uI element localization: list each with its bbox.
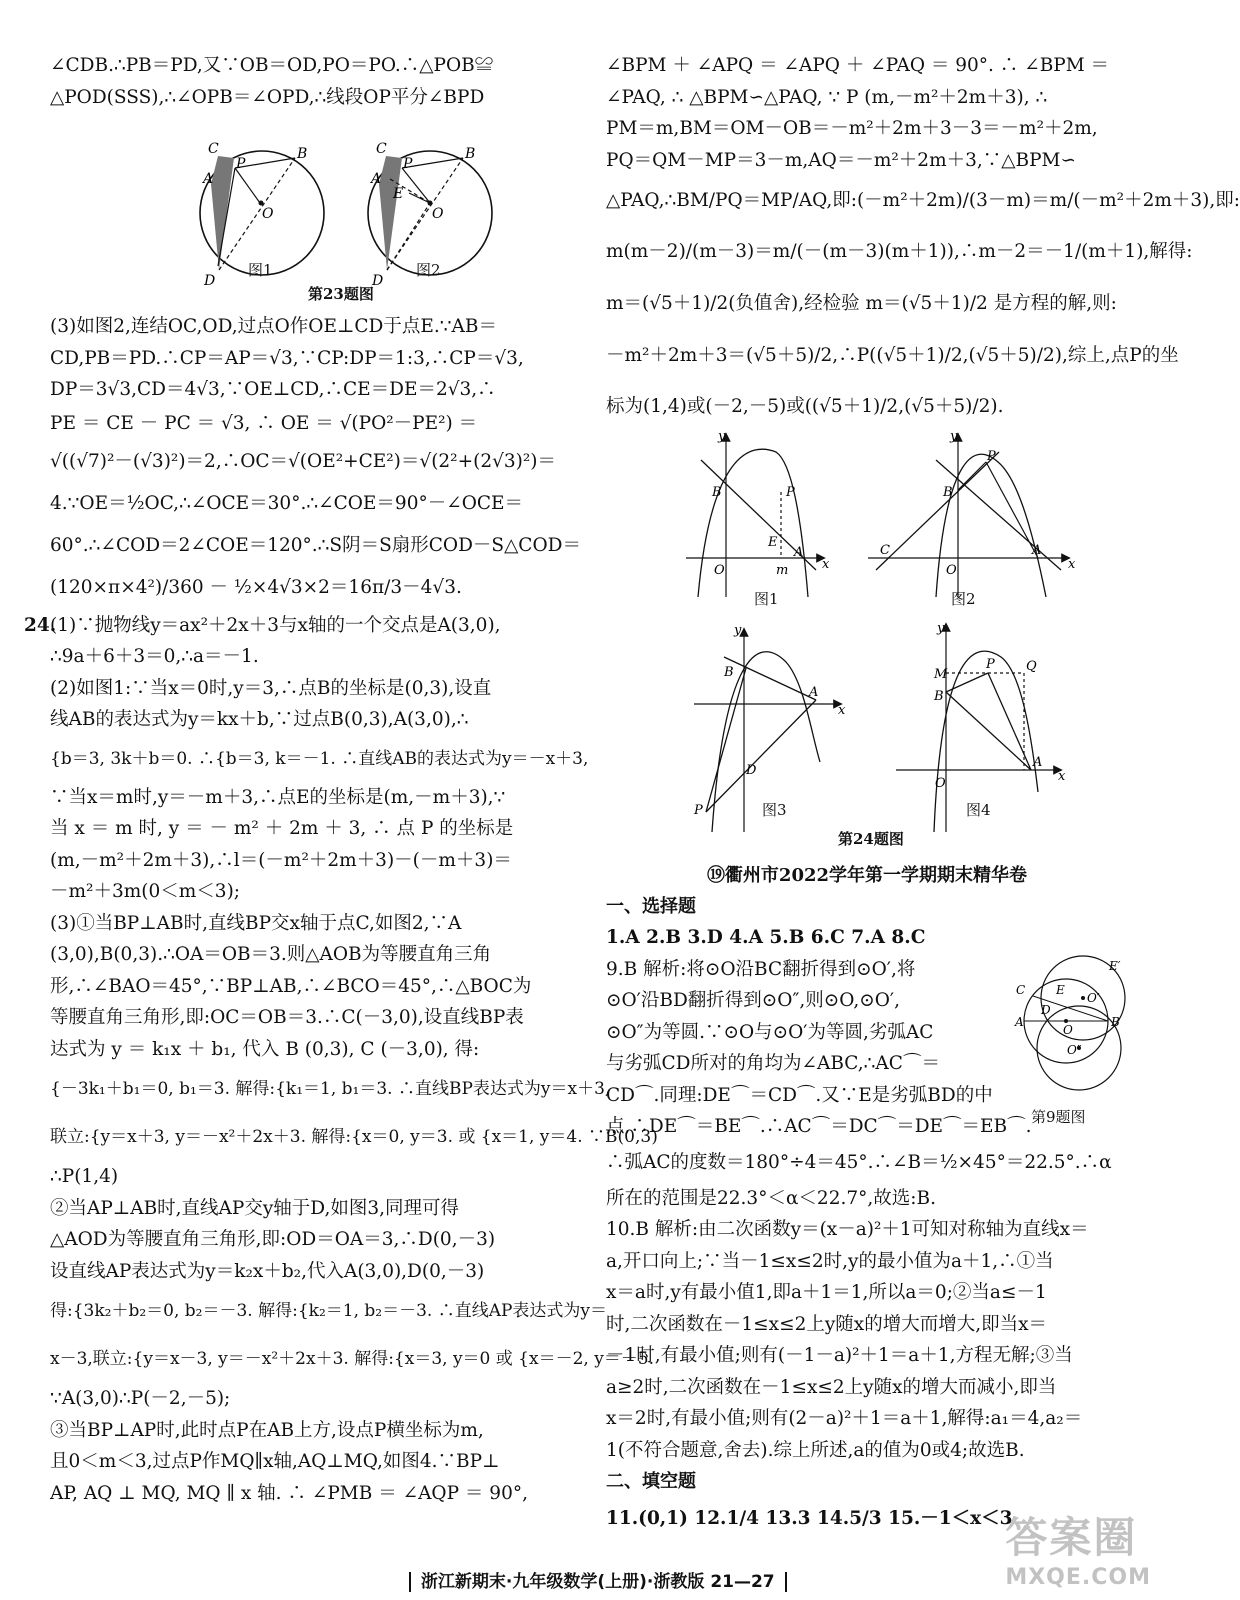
svg-text:A: A <box>203 171 214 187</box>
svg-text:E: E <box>1056 982 1065 997</box>
page-number: 21—27 <box>710 1572 775 1592</box>
text-line: －1时,有最小值;则有(－1－a)²＋1＝a＋1,方程无解;③当 <box>606 1345 1073 1366</box>
text-line: 10.B 解析:由二次函数y＝(x－a)²＋1可知对称轴为直线x＝ <box>606 1219 1089 1240</box>
text-line: (2)如图1:∵当x＝0时,y＝3,∴点B的坐标是(0,3),设直 <box>50 677 492 699</box>
fig24-diagram-1 <box>686 429 830 597</box>
text-line: ∴9a＋6＋3＝0,∴a＝－1. <box>50 646 259 667</box>
svg-text:P: P <box>986 657 995 672</box>
fig23-label-1: 图1 <box>248 261 273 279</box>
text-line: 达式为 y ＝ k₁x ＋ b₁, 代入 B (0,3), C (－3,0), 得: <box>50 1038 480 1060</box>
svg-text:A: A <box>1015 1014 1024 1029</box>
text-line: {－3k₁＋b₁＝0, b₁＝3. 解得:{k₁＝1, b₁＝3. ∴直线BP表达式为y＝x＋3, <box>50 1079 611 1099</box>
text-line: (120×π×4²)/360 － ½×4√3×2＝16π/3－4√3. <box>50 576 462 598</box>
text-line: ∠PAQ, ∴ △BPM∽△PAQ, ∵ P (m,－m²＋2m＋3), ∴ <box>606 86 1048 108</box>
text-line: 且0＜m＜3,过点P作MQ∥x轴,AQ⊥MQ,如图4.∵BP⊥ <box>50 1451 500 1472</box>
text-line: PM＝m,BM＝OM－OB＝－m²＋2m＋3－3＝－m²＋2m, <box>606 118 1098 139</box>
svg-text:y: y <box>718 429 726 444</box>
svg-text:B: B <box>712 485 722 500</box>
svg-text:B: B <box>1111 1014 1120 1029</box>
svg-text:B: B <box>465 146 476 162</box>
svg-text:O: O <box>432 206 444 222</box>
svg-text:C: C <box>208 141 219 157</box>
text-line: ∠BPM ＋ ∠APQ ＝ ∠APQ ＋ ∠PAQ ＝ 90°. ∴ ∠BPM ＝ <box>606 55 1110 76</box>
section-fill-title: 二、填空题 <box>606 1471 696 1492</box>
svg-text:P: P <box>403 156 413 172</box>
footer-bar <box>409 1572 411 1592</box>
svg-text:P: P <box>236 156 246 172</box>
text-line: △POD(SSS),∴∠OPB＝∠OPD,∴线段OP平分∠BPD <box>50 86 485 108</box>
page-footer <box>405 1567 791 1592</box>
svg-text:O: O <box>935 776 946 791</box>
svg-text:A: A <box>1033 755 1043 770</box>
svg-text:C: C <box>376 141 387 157</box>
text-line: 时,二次函数在－1≤x≤2上y随x的增大而增大,即当x＝ <box>606 1313 1048 1335</box>
svg-text:B: B <box>934 689 944 704</box>
fill-answers: 11.(0,1) 12.1/4 13.3 14.5/3 15.－1＜x＜3 <box>606 1508 1013 1529</box>
svg-text:O: O <box>946 563 957 578</box>
fig24-label-4: 图4 <box>966 801 991 819</box>
question-9 <box>606 954 1128 1215</box>
text-line: ⊙O′沿BD翻折得到⊙O″,则⊙O,⊙O′, <box>606 990 900 1011</box>
text-line: √((√7)²－(√3)²)＝2,∴OC＝√(OE²+CE²)＝√(2²+(2√3)²)＝ <box>50 450 556 472</box>
svg-text:P: P <box>694 803 703 818</box>
svg-text:O: O <box>1063 1022 1073 1037</box>
svg-text:D: D <box>1041 1002 1051 1017</box>
svg-text:D: D <box>372 273 384 289</box>
text-line: {b＝3, 3k＋b＝0. ∴{b＝3, k＝－1. ∴直线AB的表达式为y＝－x＋3, <box>50 748 589 769</box>
text-line: －m²＋3m(0＜m＜3); <box>50 881 241 902</box>
svg-text:B: B <box>724 665 734 680</box>
fig9-diagram <box>1011 956 1131 1101</box>
section-choice-title: 一、选择题 <box>606 896 696 917</box>
svg-text:A: A <box>371 171 382 187</box>
watermark <box>1005 1505 1151 1590</box>
svg-text:E: E <box>393 186 404 202</box>
figure-23 <box>50 113 550 311</box>
figure-24-diagrams <box>606 429 1128 860</box>
fig24-caption: 第24题图 <box>838 830 904 848</box>
svg-text:Q: Q <box>1026 659 1037 674</box>
text-line: 60°.∴∠COD＝2∠COE＝120°.∴S阴＝S扇形COD－S△COD＝ <box>50 534 581 556</box>
text-line: x－3,联立:{y＝x－3, y＝－x²＋2x＋3. 解得:{x＝3, y＝0 或 {x＝－2, y＝－5. <box>50 1349 655 1369</box>
text-line: m＝(√5＋1)/2(负值舍),经检验 m＝(√5＋1)/2 是方程的解,则: <box>606 293 1117 314</box>
text-line: －m²＋2m＋3＝(√5＋5)/2,∴P((√5＋1)/2,(√5＋5)/2),综上,点P的坐 <box>606 345 1179 366</box>
text-line: 所在的范围是22.3°＜α＜22.7°,故选:B. <box>606 1187 936 1209</box>
text-line: 联立:{y＝x＋3, y＝－x²＋2x＋3. 解得:{x＝0, y＝3. 或 {x＝1, y＝4. ∵B(0,3) <box>50 1127 658 1147</box>
text-line: 等腰直角三角形,即:OC＝OB＝3.∴C(－3,0),设直线BP表 <box>50 1007 524 1028</box>
svg-text:x: x <box>838 703 846 718</box>
text-line: (3)如图2,连结OC,OD,过点O作OE⊥CD于点E.∵AB＝ <box>50 316 497 337</box>
fig9-caption: 第9题图 <box>1031 1107 1086 1126</box>
text-line: ⊙O″为等圆.∵⊙O与⊙O′为等圆,劣弧AC <box>606 1021 934 1043</box>
svg-text:x: x <box>1058 769 1066 784</box>
text-line: ∴弧AC的度数＝180°÷4＝45°.∴∠B＝½×45°＝22.5°.∴α <box>606 1151 1112 1173</box>
text-line: ∠CDB.∴PB＝PD,又∵OB＝OD,PO＝PO.∴△POB≌ <box>50 55 494 76</box>
text-line: 标为(1,4)或(－2,－5)或((√5＋1)/2,(√5＋5)/2). <box>606 396 1004 417</box>
svg-text:B: B <box>943 485 953 500</box>
text-line: 当 x ＝ m 时, y ＝ － m² ＋ 2m ＋ 3, ∴ 点 P 的坐标是 <box>50 818 514 839</box>
footer-bar <box>785 1572 787 1592</box>
footer-title: 浙江新期末·九年级数学(上册)·浙教版 <box>420 1572 705 1592</box>
text-line: m(m－2)/(m－3)＝m/(－(m－3)(m＋1)),∴m－2＝－1/(m＋1),解得: <box>606 241 1193 262</box>
svg-text:E′: E′ <box>1109 958 1121 973</box>
text-line: (3)①当BP⊥AB时,直线BP交x轴于点C,如图2,∵A <box>50 912 462 934</box>
svg-text:D: D <box>746 763 757 778</box>
watermark-en: MXQE.COM <box>1005 1565 1151 1590</box>
svg-text:A: A <box>794 545 804 560</box>
text-line: DP＝3√3,CD＝4√3,∵OE⊥CD,∴CE＝DE＝2√3,∴ <box>50 379 496 400</box>
svg-text:A: A <box>1032 543 1042 558</box>
svg-text:E: E <box>768 535 778 550</box>
text-line: ③当BP⊥AP时,此时点P在AB上方,设点P横坐标为m, <box>50 1419 484 1441</box>
text-line: 4.∵OE＝½OC,∴∠OCE＝30°.∴∠COE＝90°－∠OCE＝ <box>50 492 524 514</box>
text-line: 1(不符合题意,舍去).综上所述,a的值为0或4;故选B. <box>606 1439 1025 1461</box>
svg-text:x: x <box>1068 557 1076 572</box>
figure-23-diagrams <box>50 113 550 288</box>
text-line: a,开口向上;∵当－1≤x≤2时,y的最小值为a＋1,∴①当 <box>606 1250 1054 1272</box>
svg-text:C: C <box>1016 982 1026 997</box>
text-line: x＝2时,有最小值;则有(2－a)²＋1＝a＋1,解得:a₁＝4,a₂＝ <box>606 1408 1083 1429</box>
svg-text:y: y <box>937 621 945 636</box>
text-line: 形,∴∠BAO＝45°,∵BP⊥AB,∴∠BCO＝45°,∴△BOC为 <box>50 975 532 997</box>
svg-text:D: D <box>204 273 216 289</box>
text-line: ②当AP⊥AB时,直线AP交y轴于D,如图3,同理可得 <box>50 1197 460 1219</box>
text-line: ∵当x＝m时,y＝－m＋3,∴点E的坐标是(m,－m＋3),∵ <box>50 786 506 808</box>
text-line: PQ＝QM－MP＝3－m,AQ＝－m²＋2m＋3,∵△BPM∽ <box>606 149 1076 171</box>
choice-answers: 1.A 2.B 3.D 4.A 5.B 6.C 7.A 8.C <box>606 927 926 948</box>
text-line: ∵A(3,0)∴P(－2,－5); <box>50 1388 231 1409</box>
svg-text:x: x <box>822 557 830 572</box>
text-line: a≥2时,二次函数在－1≤x≤2上y随x的增大而减小,即当 <box>606 1376 1057 1398</box>
text-line: △AOD为等腰直角三角形,即:OD＝OA＝3,∴D(0,－3) <box>50 1229 496 1250</box>
text-line: CD,PB＝PD.∴CP＝AP＝√3,∵CP:DP＝1:3,∴CP＝√3, <box>50 347 524 369</box>
text-line: ∴P(1,4) <box>50 1166 119 1187</box>
text-line: 线AB的表达式为y＝kx＋b,∵过点B(0,3),A(3,0),∴ <box>50 709 469 730</box>
svg-text:y: y <box>950 429 958 444</box>
svg-text:O: O <box>714 563 725 578</box>
text-line: 9.B 解析:将⊙O沿BC翻折得到⊙O′,将 <box>606 958 916 980</box>
svg-text:y: y <box>734 623 742 638</box>
svg-text:O′: O′ <box>1087 990 1100 1005</box>
svg-text:O: O <box>262 206 274 222</box>
text-line: 与劣弧CD所对的角均为∠ABC,∴AC⌒＝ <box>606 1053 940 1074</box>
text-line: x＝a时,y有最小值1,即a＋1＝1,所以a＝0;②当a≤－1 <box>606 1282 1047 1303</box>
svg-text:B: B <box>297 146 308 162</box>
text-line: (3,0),B(0,3).∴OA＝OB＝3.则△AOB为等腰直角三角 <box>50 944 492 965</box>
figure-24 <box>606 429 1128 860</box>
svg-text:O″: O″ <box>1067 1042 1082 1057</box>
text-line: (m,－m²＋2m＋3),∴l＝(－m²＋2m＋3)－(－m＋3)＝ <box>50 849 512 871</box>
question-number: 24. <box>24 614 57 636</box>
svg-text:P: P <box>786 485 795 500</box>
svg-text:P: P <box>987 449 996 464</box>
fig23-caption: 第23题图 <box>308 285 374 303</box>
svg-text:M: M <box>934 667 948 682</box>
right-column <box>606 50 1240 1541</box>
svg-text:A: A <box>809 685 819 700</box>
text-line: PE ＝ CE － PC ＝ √3, ∴ OE ＝ √(PO²－PE²) ＝ <box>50 412 478 434</box>
text-line: 点,∴DE⌒＝BE⌒.∴AC⌒＝DC⌒＝DE⌒＝EB⌒. <box>606 1116 1032 1137</box>
text-line: △PAQ,∴BM/PQ＝MP/AQ,即:(－m²＋2m)/(3－m)＝m/(－m²＋2m＋3),即: <box>606 190 1240 211</box>
svg-text:C: C <box>880 543 890 558</box>
text-line: (1)∵抛物线y＝ax²＋2x＋3与x轴的一个交点是A(3,0), <box>50 614 501 636</box>
watermark-cn: 答案圈 <box>1005 1513 1138 1562</box>
exam-title: ⑲衢州市2022学年第一学期期末精华卷 <box>706 865 1028 886</box>
text-line: CD⌒.同理:DE⌒＝CD⌒.又∵E是劣弧BD的中 <box>606 1084 993 1106</box>
fig24-label-2: 图2 <box>951 590 976 608</box>
fig23-label-2: 图2 <box>416 261 441 279</box>
text-line: 设直线AP表达式为y＝k₂x＋b₂,代入A(3,0),D(0,－3) <box>50 1260 485 1282</box>
text-line: AP, AQ ⊥ MQ, MQ ∥ x 轴. ∴ ∠PMB ＝ ∠AQP ＝ 90°, <box>50 1482 528 1504</box>
fig24-diagram-2 <box>868 429 1076 597</box>
fig24-label-3: 图3 <box>762 801 787 819</box>
svg-text:m: m <box>776 563 789 578</box>
text-line: 得:{3k₂＋b₂＝0, b₂＝－3. 解得:{k₂＝1, b₂＝－3. ∴直线AP表达式为y＝ <box>50 1301 608 1321</box>
fig24-label-1: 图1 <box>754 590 779 608</box>
